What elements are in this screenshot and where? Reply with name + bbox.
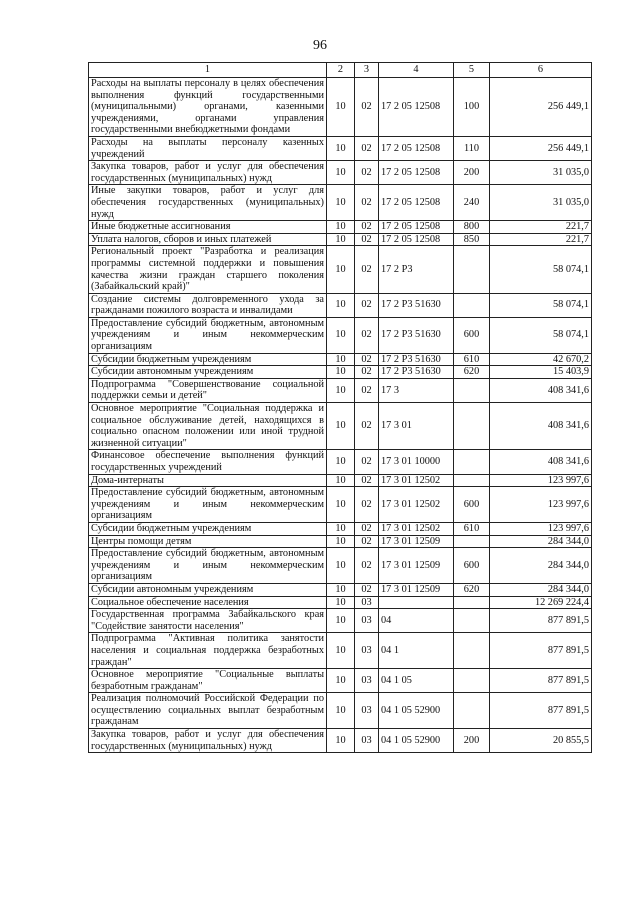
cell-article: 17 3 01 12502 [379,487,454,523]
cell-name: Субсидии автономным учреждениям [89,366,327,379]
cell-article [379,596,454,609]
cell-article: 17 3 01 12509 [379,583,454,596]
cell-article: 17 2 P3 51630 [379,353,454,366]
cell-article: 17 3 01 12509 [379,548,454,584]
cell-article: 17 3 01 12509 [379,535,454,548]
cell-section: 10 [327,633,355,669]
cell-section: 10 [327,403,355,450]
cell-subsection: 02 [355,246,379,293]
column-header-expense-type: 5 [454,63,490,78]
cell-subsection: 02 [355,474,379,487]
budget-table [88,62,592,753]
cell-name: Создание системы долговременного ухода за гражданами пожилого возраста и инвалидами [89,293,327,317]
cell-sum: 408 341,6 [490,378,592,402]
cell-article: 17 3 01 12502 [379,474,454,487]
table-body [89,78,592,753]
cell-section: 10 [327,378,355,402]
cell-sum: 221,7 [490,221,592,234]
table-row [89,596,592,609]
table-row [89,233,592,246]
cell-section: 10 [327,693,355,729]
cell-name: Основное мероприятие "Социальная поддержка и социальное обслуживание детей, находящихся в социально опасном положении или иной трудной жизненной ситуации" [89,403,327,450]
column-header-section: 2 [327,63,355,78]
cell-section: 10 [327,548,355,584]
cell-sum: 58 074,1 [490,293,592,317]
cell-name: Финансовое обеспечение выполнения функций государственных учреждений [89,450,327,474]
table-row [89,633,592,669]
cell-article: 17 2 05 12508 [379,233,454,246]
page-number: 96 [313,38,327,53]
table-row [89,136,592,160]
cell-expense-type: 620 [454,366,490,379]
cell-section: 10 [327,522,355,535]
cell-section: 10 [327,353,355,366]
table-row [89,378,592,402]
cell-subsection: 02 [355,185,379,221]
cell-name: Расходы на выплаты персоналу казенных учреждений [89,136,327,160]
cell-section: 10 [327,78,355,137]
cell-expense-type [454,609,490,633]
cell-subsection: 02 [355,583,379,596]
cell-article: 17 3 [379,378,454,402]
cell-expense-type [454,378,490,402]
cell-section: 10 [327,474,355,487]
cell-subsection: 03 [355,729,379,753]
cell-section: 10 [327,366,355,379]
cell-article: 17 2 05 12508 [379,161,454,185]
cell-article: 04 1 [379,633,454,669]
cell-sum: 284 344,0 [490,548,592,584]
cell-article: 17 3 01 [379,403,454,450]
cell-subsection: 02 [355,403,379,450]
cell-sum: 877 891,5 [490,693,592,729]
cell-expense-type [454,293,490,317]
cell-expense-type [454,693,490,729]
cell-expense-type: 850 [454,233,490,246]
cell-expense-type: 620 [454,583,490,596]
cell-subsection: 03 [355,669,379,693]
cell-expense-type [454,474,490,487]
cell-subsection: 02 [355,161,379,185]
cell-subsection: 02 [355,78,379,137]
cell-name: Основное мероприятие "Социальные выплаты безработным гражданам" [89,669,327,693]
cell-expense-type [454,633,490,669]
cell-section: 10 [327,450,355,474]
cell-article: 17 2 05 12508 [379,78,454,137]
cell-article: 17 2 05 12508 [379,185,454,221]
cell-name: Государственная программа Забайкальского края "Содействие занятости населения" [89,609,327,633]
cell-expense-type [454,669,490,693]
table-row [89,161,592,185]
cell-expense-type: 800 [454,221,490,234]
cell-expense-type: 110 [454,136,490,160]
cell-subsection: 02 [355,366,379,379]
cell-expense-type: 600 [454,317,490,353]
cell-expense-type [454,450,490,474]
cell-expense-type [454,596,490,609]
cell-name: Социальное обеспечение населения [89,596,327,609]
cell-article: 17 2 P3 51630 [379,366,454,379]
cell-subsection: 02 [355,293,379,317]
cell-name: Предоставление субсидий бюджетным, автономным учреждениям и иным некоммерческим организациям [89,487,327,523]
cell-section: 10 [327,609,355,633]
table-row [89,609,592,633]
cell-sum: 408 341,6 [490,450,592,474]
table-row [89,366,592,379]
cell-subsection: 02 [355,450,379,474]
cell-subsection: 02 [355,317,379,353]
cell-sum: 31 035,0 [490,161,592,185]
column-header-article: 4 [379,63,454,78]
cell-sum: 58 074,1 [490,317,592,353]
cell-subsection: 02 [355,535,379,548]
cell-section: 10 [327,161,355,185]
cell-article: 17 2 05 12508 [379,221,454,234]
cell-name: Уплата налогов, сборов и иных платежей [89,233,327,246]
cell-section: 10 [327,317,355,353]
cell-subsection: 02 [355,221,379,234]
cell-expense-type: 200 [454,729,490,753]
cell-article: 17 3 01 10000 [379,450,454,474]
table-row [89,293,592,317]
cell-name: Иные бюджетные ассигнования [89,221,327,234]
cell-sum: 42 670,2 [490,353,592,366]
table-row [89,487,592,523]
column-header-name: 1 [89,63,327,78]
column-header-subsection: 3 [355,63,379,78]
cell-article: 04 1 05 52900 [379,693,454,729]
cell-article: 17 2 P3 51630 [379,293,454,317]
cell-subsection: 02 [355,353,379,366]
cell-expense-type: 600 [454,487,490,523]
cell-name: Реализация полномочий Российской Федерации по осуществлению социальных выплат безработным гражданам [89,693,327,729]
table-row [89,221,592,234]
cell-sum: 284 344,0 [490,535,592,548]
cell-section: 10 [327,669,355,693]
cell-sum: 284 344,0 [490,583,592,596]
cell-article: 17 2 P3 [379,246,454,293]
cell-name: Подпрограмма "Совершенствование социальной поддержки семьи и детей" [89,378,327,402]
cell-name: Иные закупки товаров, работ и услуг для обеспечения государственных (муниципальных) нужд [89,185,327,221]
cell-section: 10 [327,729,355,753]
cell-article: 17 3 01 12502 [379,522,454,535]
cell-name: Закупка товаров, работ и услуг для обеспечения государственных (муниципальных) нужд [89,161,327,185]
cell-name: Закупка товаров, работ и услуг для обеспечения государственных (муниципальных) нужд [89,729,327,753]
cell-expense-type: 100 [454,78,490,137]
cell-expense-type: 240 [454,185,490,221]
cell-section: 10 [327,246,355,293]
cell-sum: 123 997,6 [490,474,592,487]
cell-sum: 877 891,5 [490,669,592,693]
cell-subsection: 02 [355,487,379,523]
cell-section: 10 [327,293,355,317]
cell-subsection: 02 [355,233,379,246]
table-row [89,548,592,584]
table-row [89,185,592,221]
table-row [89,317,592,353]
cell-article: 04 1 05 [379,669,454,693]
cell-section: 10 [327,596,355,609]
cell-subsection: 03 [355,693,379,729]
cell-sum: 58 074,1 [490,246,592,293]
cell-sum: 221,7 [490,233,592,246]
cell-sum: 408 341,6 [490,403,592,450]
cell-sum: 15 403,9 [490,366,592,379]
cell-expense-type [454,403,490,450]
cell-sum: 256 449,1 [490,136,592,160]
cell-name: Субсидии автономным учреждениям [89,583,327,596]
cell-name: Дома-интернаты [89,474,327,487]
column-header-sum: 6 [490,63,592,78]
cell-subsection: 02 [355,136,379,160]
table-row [89,522,592,535]
table-row [89,246,592,293]
cell-article: 04 1 05 52900 [379,729,454,753]
cell-section: 10 [327,185,355,221]
cell-section: 10 [327,583,355,596]
cell-article: 04 [379,609,454,633]
table-row [89,535,592,548]
cell-name: Субсидии бюджетным учреждениям [89,522,327,535]
cell-subsection: 03 [355,596,379,609]
cell-sum: 877 891,5 [490,633,592,669]
table-row [89,583,592,596]
cell-sum: 123 997,6 [490,522,592,535]
table-row [89,450,592,474]
cell-name: Субсидии бюджетным учреждениям [89,353,327,366]
cell-name: Центры помощи детям [89,535,327,548]
cell-subsection: 02 [355,378,379,402]
table-row [89,474,592,487]
cell-subsection: 03 [355,609,379,633]
cell-name: Подпрограмма "Активная политика занятости населения и социальная поддержка безработных граждан" [89,633,327,669]
cell-expense-type: 600 [454,548,490,584]
cell-sum: 877 891,5 [490,609,592,633]
table-row [89,78,592,137]
cell-sum: 123 997,6 [490,487,592,523]
cell-sum: 12 269 224,4 [490,596,592,609]
cell-section: 10 [327,136,355,160]
cell-subsection: 02 [355,522,379,535]
table-header-row [89,63,592,78]
cell-name: Расходы на выплаты персоналу в целях обеспечения выполнения функций государственными (муниципальными) органами, казенными учреждениями, органами управления государственными внебюджетными фондами [89,78,327,137]
table-row [89,353,592,366]
cell-subsection: 02 [355,548,379,584]
cell-section: 10 [327,233,355,246]
cell-expense-type: 610 [454,522,490,535]
cell-sum: 20 855,5 [490,729,592,753]
table-row [89,403,592,450]
cell-section: 10 [327,535,355,548]
cell-name: Региональный проект "Разработка и реализация программы системной поддержки и повышения качества жизни граждан старшего поколения (Забайкальский край)" [89,246,327,293]
table-row [89,729,592,753]
cell-name: Предоставление субсидий бюджетным, автономным учреждениям и иным некоммерческим организациям [89,548,327,584]
table-row [89,693,592,729]
cell-expense-type: 200 [454,161,490,185]
cell-section: 10 [327,221,355,234]
cell-section: 10 [327,487,355,523]
table-row [89,669,592,693]
cell-subsection: 03 [355,633,379,669]
cell-name: Предоставление субсидий бюджетным, автономным учреждениям и иным некоммерческим организациям [89,317,327,353]
cell-sum: 256 449,1 [490,78,592,137]
cell-article: 17 2 P3 51630 [379,317,454,353]
cell-expense-type [454,246,490,293]
cell-sum: 31 035,0 [490,185,592,221]
cell-expense-type: 610 [454,353,490,366]
cell-article: 17 2 05 12508 [379,136,454,160]
cell-expense-type [454,535,490,548]
